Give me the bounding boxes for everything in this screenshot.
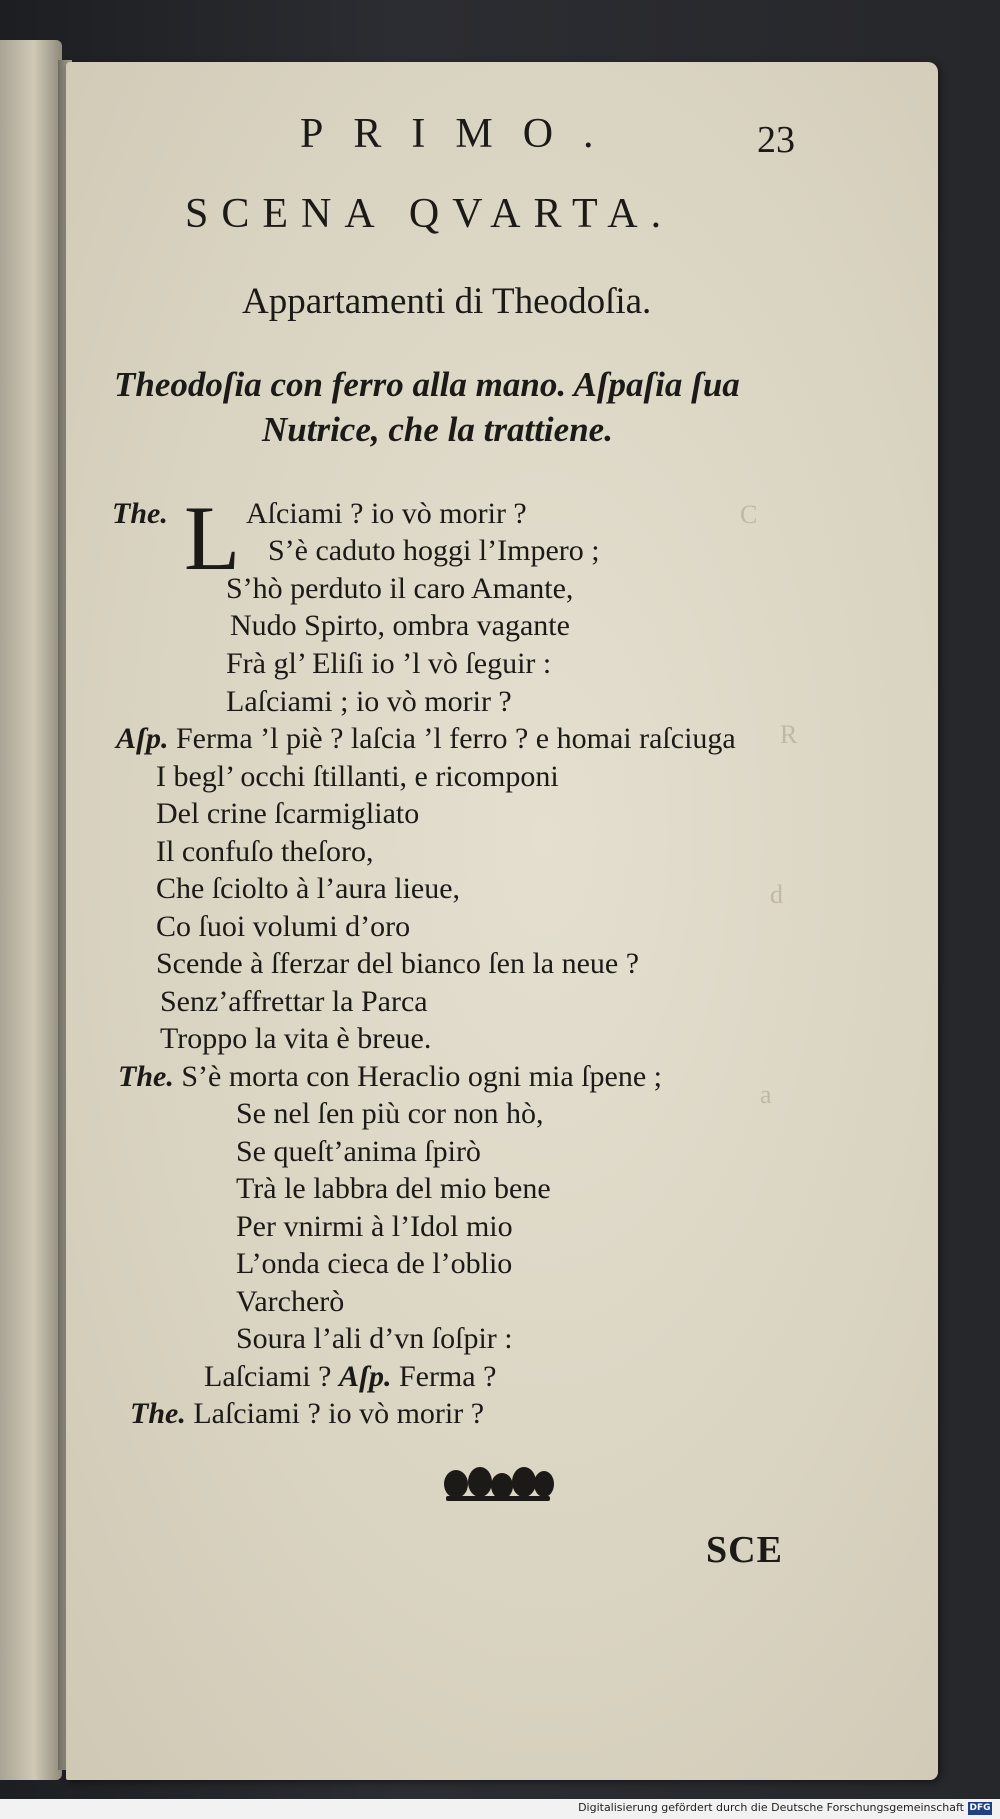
speaker-label: The. <box>130 1397 186 1430</box>
verse-line: Varcherò <box>236 1285 345 1318</box>
verse-line <box>130 1397 484 1431</box>
verse-line: Il confuſo theſoro, <box>156 835 374 868</box>
verse-text: Ferma ’l piè ? laſcia ’l ferro ? e homai raſciuga <box>176 722 736 755</box>
running-head: PRIMO. <box>300 111 624 157</box>
verse-line: Co ſuoi volumi d’oro <box>156 910 411 943</box>
verse-line: L’onda cieca de l’oblio <box>236 1247 513 1280</box>
bleed-through: C <box>740 500 758 529</box>
verse-text: S’è morta con Heraclio ogni mia ſpene ; <box>181 1060 663 1093</box>
printers-ornament <box>440 1462 556 1508</box>
scene-title: SCENA QVARTA. <box>185 191 675 237</box>
speaker-label: Aſp. <box>116 722 169 755</box>
verse-line: Per vnirmi à l’Idol mio <box>236 1210 513 1243</box>
verse-line: Che ſciolto à l’aura lieue, <box>156 872 461 905</box>
verse-line <box>204 1360 496 1394</box>
speaker-label: The. <box>112 497 168 530</box>
verse-text: Laſciami ? io vò morir ? <box>193 1397 485 1430</box>
speaker-label: Aſp. <box>338 1360 392 1393</box>
verse-line <box>118 1060 662 1094</box>
verse-line: Senz’affrettar la Parca <box>160 985 428 1018</box>
verse-line: S’hò perduto il caro Amante, <box>226 572 574 605</box>
dfg-logo: DFG <box>969 1803 991 1813</box>
verse-line: Del crine ſcarmigliato <box>156 797 420 830</box>
verse-line: Nudo Spirto, ombra vagante <box>230 609 570 642</box>
verse-line: I begl’ occhi ſtillanti, e ricomponi <box>156 760 559 793</box>
verse-line: Troppo la vita è breue. <box>160 1022 432 1055</box>
bleed-through: R <box>780 720 798 749</box>
bleed-through: d <box>770 880 783 909</box>
verse-line: Scende à ſferzar del bianco ſen la neue ? <box>156 947 640 980</box>
page-number: 23 <box>757 119 795 161</box>
verse-line: S’è caduto hoggi l’Impero ; <box>268 534 600 567</box>
verse-line: Trà le labbra del mio bene <box>236 1172 551 1205</box>
verse-line: Se queſt’anima ſpirò <box>236 1135 481 1168</box>
catchword: SCE <box>706 1529 783 1571</box>
verse-line <box>116 722 736 756</box>
verse-text: Ferma ? <box>398 1360 497 1393</box>
scene-setting: Appartamenti di Theodoſia. <box>242 281 652 322</box>
verse-text: Laſciami ? <box>204 1360 332 1393</box>
verse-line <box>112 497 168 531</box>
verse-line: Frà gl’ Eliſi io ’l vò ſeguir : <box>226 647 552 680</box>
bleed-through: a <box>760 1080 772 1109</box>
speaker-label: The. <box>118 1060 174 1093</box>
footer-credit: Digitalisierung gefördert durch die Deutsche Forschungsgemeinschaft <box>578 1801 964 1814</box>
drop-cap: L <box>184 487 241 589</box>
verse-line: Se nel ſen più cor non hò, <box>236 1097 544 1130</box>
verse-line: Soura l’ali d’vn ſoſpir : <box>236 1322 513 1355</box>
verse-line: Aſciami ? io vò morir ? <box>246 497 527 530</box>
verse-line: Laſciami ; io vò morir ? <box>226 685 512 718</box>
facing-page-edge <box>0 40 62 1780</box>
cast-line-1: Theodoſia con ferro alla mano. Aſpaſia ſua <box>114 365 740 404</box>
cast-line-2: Nutrice, che la trattiene. <box>262 410 613 449</box>
